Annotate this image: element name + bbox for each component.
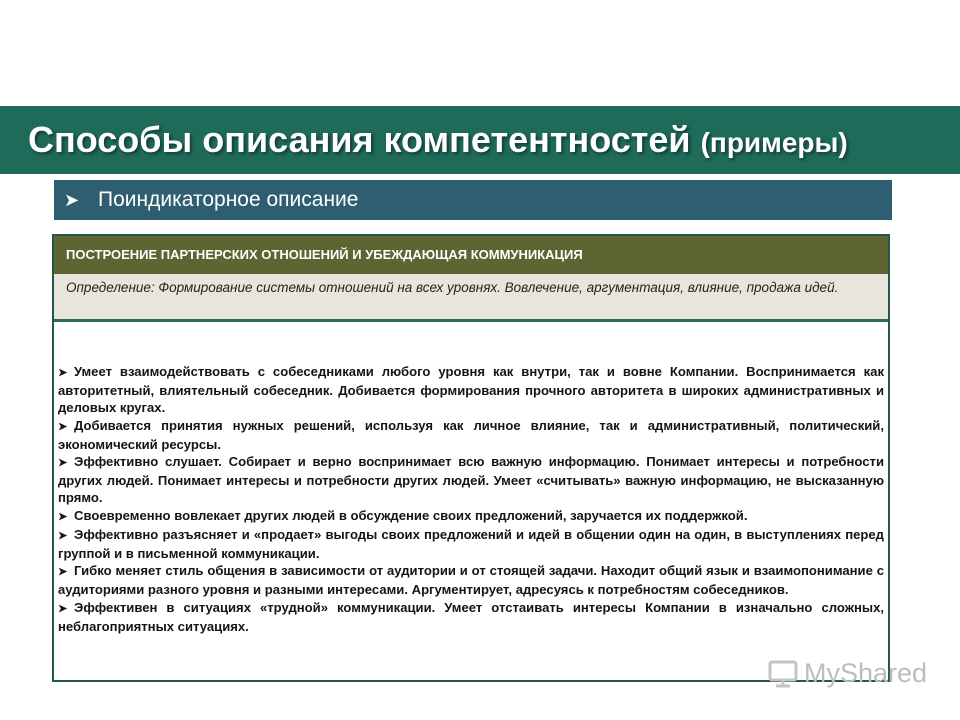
arrow-bullet-icon: ➤ <box>58 602 68 615</box>
indicator-text: Добивается принятия нужных решений, используя как личное влияние, так и административный, политический, экономический ресурсы. <box>58 417 884 452</box>
definition-row <box>54 274 888 322</box>
list-item <box>58 417 884 453</box>
arrow-bullet-icon: ➤ <box>58 510 68 523</box>
title-bar <box>0 106 960 174</box>
indicator-text: Эффективен в ситуациях «трудной» коммуникации. Умеет отстаивать интересы Компании в изначально сложных, неблагоприятных ситуациях. <box>58 599 884 634</box>
indicator-text: Своевременно вовлекает других людей в обсуждение своих предложений, заручается их поддержкой. <box>74 507 748 523</box>
indicator-text: Умеет взаимодействовать с собеседниками любого уровня как внутри, так и вовне Компании. Воспринимается как авторитетный, влиятельный собеседник. Добивается формирования прочного авторитета в широких административных и деловых кругах. <box>58 364 884 416</box>
subheading-bar <box>54 180 892 220</box>
list-item <box>58 599 884 635</box>
arrow-bullet-icon: ➤ <box>58 566 68 579</box>
indicator-text: Гибко меняет стиль общения в зависимости от аудитории и от стоящей задачи. Находит общий язык и взаимопонимание с аудиториями разного уровня и разными интересами. Аргументирует, адресуясь к потребностям собеседников. <box>58 563 884 598</box>
arrow-bullet-icon: ➤ <box>58 367 68 379</box>
watermark-text: MyShared <box>804 658 928 688</box>
list-item <box>58 526 884 562</box>
arrow-bullet-icon: ➤ <box>58 457 68 470</box>
slide-title-paren: (примеры) <box>700 127 848 158</box>
competency-box <box>52 234 890 682</box>
competency-header <box>54 236 888 274</box>
indicator-text: Эффективно разъясняет и «продает» выгоды своих предложений и идей в общении один на один, в выступлениях перед группой и в письменной коммуникации. <box>58 526 884 562</box>
indicator-list <box>58 363 884 635</box>
list-item <box>58 453 884 507</box>
arrow-bullet-icon: ➤ <box>58 420 68 433</box>
subheading-text: Поиндикаторное описание <box>98 188 359 211</box>
arrow-bullet-icon: ➤ <box>64 190 80 210</box>
definition-text: Определение: Формирование системы отношений на всех уровнях. Вовлечение, аргументация, влияние, продажа идей. <box>66 280 839 295</box>
slide-title-main: Способы описания компетентностей <box>28 119 691 160</box>
indicator-text: Эффективно слушает. Собирает и верно воспринимает всю важную информацию. Понимает интересы и потребности других людей. Понимает интересы и потребности других людей. Умеет «считывать» важную информацию, не высказанную прямо. <box>58 454 884 506</box>
arrow-bullet-icon: ➤ <box>58 529 68 542</box>
list-item <box>58 562 884 598</box>
slide-title <box>28 118 848 165</box>
presentation-logo-icon <box>768 658 798 688</box>
competency-header-text: ПОСТРОЕНИЕ ПАРТНЕРСКИХ ОТНОШЕНИЙ И УБЕЖДАЮЩАЯ КОММУНИКАЦИЯ <box>66 247 583 262</box>
list-item <box>58 363 884 417</box>
list-item <box>58 507 884 526</box>
